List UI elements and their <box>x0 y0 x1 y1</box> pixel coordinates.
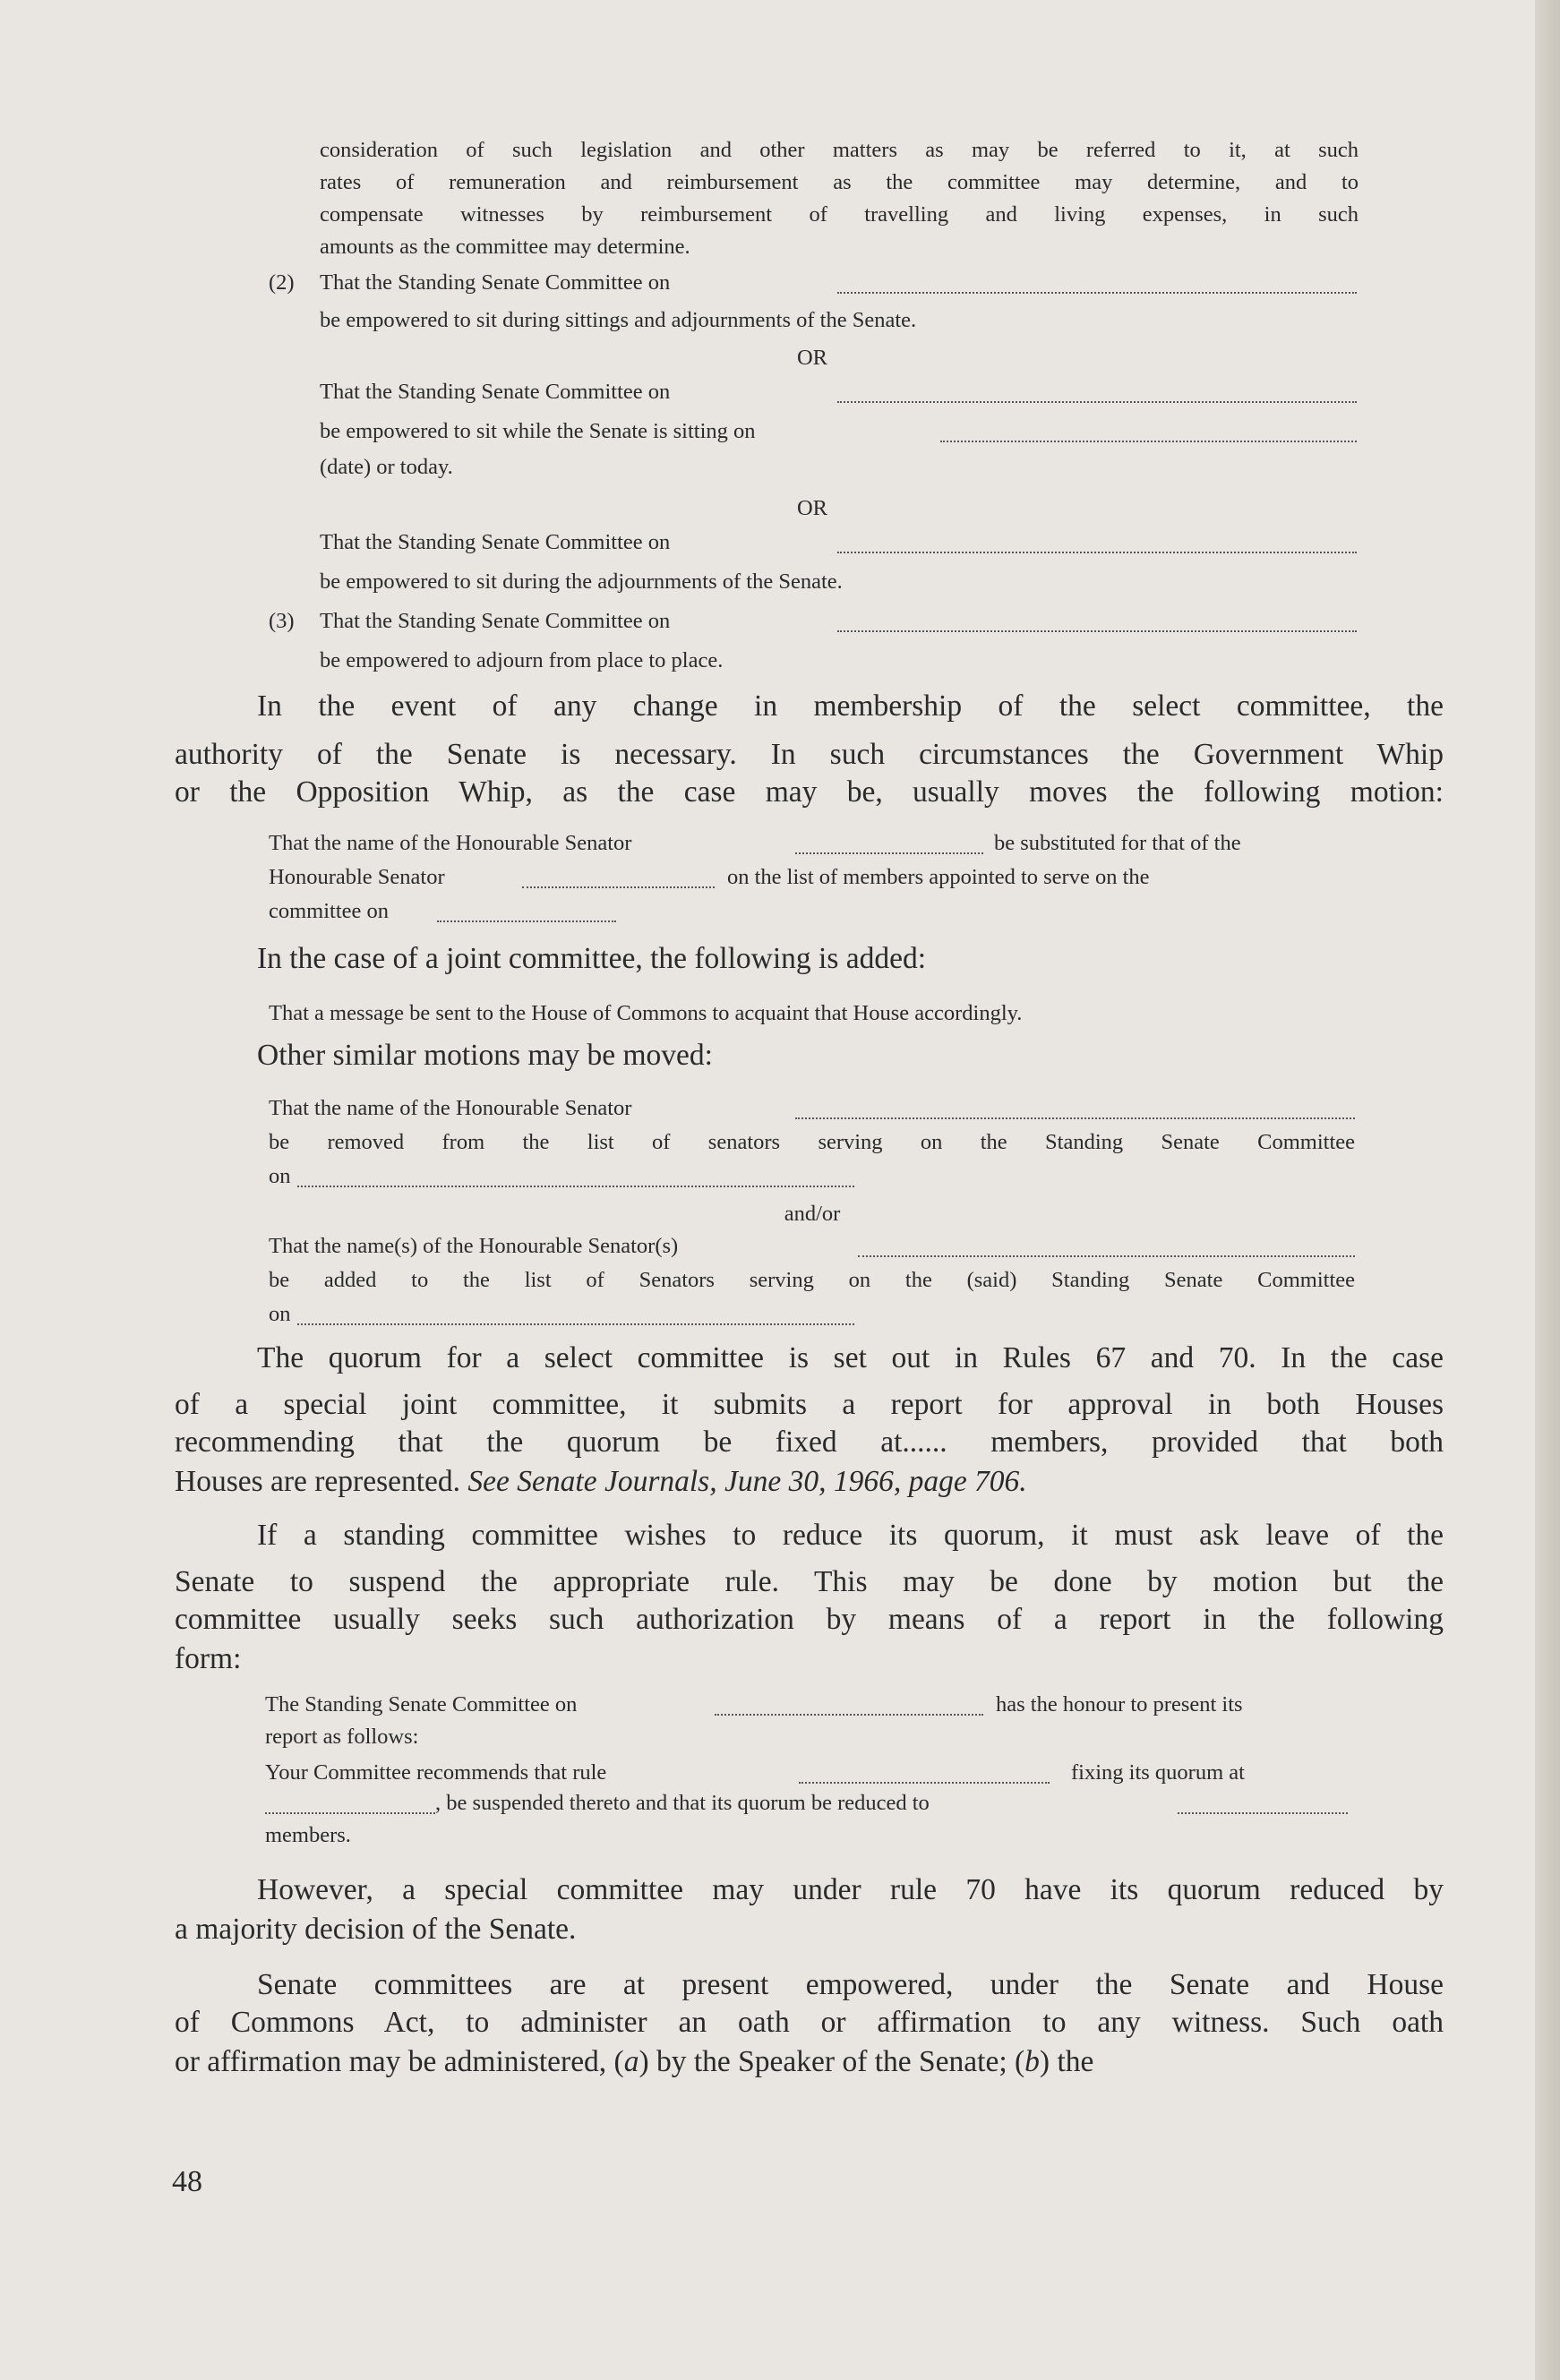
item-2-alt-2-line-2: be empowered to sit during the adjournments of the Senate. <box>320 569 843 594</box>
report-line-4: , be suspended thereto and that its quorum be reduced to <box>435 1791 930 1815</box>
remove-line-3: on <box>269 1164 291 1188</box>
page-number: 48 <box>172 2165 202 2198</box>
joint-committee-para: In the case of a joint committee, the following is added: <box>257 942 927 975</box>
fill-in-blank <box>799 1780 1050 1784</box>
item-2-alt-1-line-2: be empowered to sit while the Senate is sitting on <box>320 419 756 443</box>
substitute-line-1a: That the name of the Honourable Senator <box>269 831 632 855</box>
report-line-3b: fixing its quorum at <box>1071 1760 1245 1785</box>
substitute-line-3: committee on <box>269 899 390 923</box>
fill-in-blank <box>795 851 983 854</box>
fill-in-blank <box>297 1322 854 1325</box>
page-edge <box>1535 0 1560 2380</box>
report-line-2: report as follows: <box>265 1725 419 1749</box>
oath-line-3c: ) by the Speaker of the Senate; ( <box>639 2045 1025 2078</box>
fill-in-blank <box>837 629 1357 632</box>
or-separator-1: OR <box>796 346 828 370</box>
fill-in-blank <box>940 439 1357 442</box>
add-line-3: on <box>269 1302 291 1326</box>
intro-line-1: consideration of such legislation and other matters as may be referred to it, at such <box>320 138 1359 162</box>
remove-line-1: That the name of the Honourable Senator <box>269 1096 632 1120</box>
message-motion: That a message be sent to the House of Commons to acquaint that House accordingly. <box>269 1001 1023 1025</box>
oath-item-b: b <box>1024 2045 1040 2078</box>
change-para-line-3: or the Opposition Whip, as the case may be, usually moves the following motion: <box>175 775 1444 809</box>
substitute-line-1b: be substituted for that of the <box>994 831 1241 855</box>
fill-in-blank <box>522 885 715 888</box>
intro-line-2: rates of remuneration and reimbursement as the committee may determine, and to <box>320 170 1359 194</box>
item-2-line-1: That the Standing Senate Committee on <box>320 270 671 295</box>
substitute-line-2b: on the list of members appointed to serve on the <box>727 865 1150 889</box>
journal-reference: See Senate Journals, June 30, 1966, page 706. <box>467 1465 1027 1498</box>
quorum-para-line-4 <box>175 1463 1027 1501</box>
remove-line-2: be removed from the list of senators serving on the Standing Senate Committee <box>269 1130 1355 1154</box>
item-2-alt-1-line-3: (date) or today. <box>320 455 453 479</box>
report-line-1a: The Standing Senate Committee on <box>265 1692 578 1717</box>
item-2-line-2: be empowered to sit during sittings and adjournments of the Senate. <box>320 308 917 332</box>
item-3-number: (3) <box>269 609 295 633</box>
item-2-alt-2-line-1: That the Standing Senate Committee on <box>320 530 671 554</box>
change-para-line-1: In the event of any change in membership of the select committee, the <box>257 689 1444 723</box>
fill-in-blank <box>265 1811 435 1814</box>
oath-line-3e: ) the <box>1039 2045 1094 2078</box>
fill-in-blank <box>858 1254 1355 1257</box>
item-3-line-1: That the Standing Senate Committee on <box>320 609 671 633</box>
reduce-para-line-2: Senate to suspend the appropriate rule. This may be done by motion but the <box>175 1565 1444 1598</box>
reduce-para-line-4: form: <box>175 1642 242 1675</box>
report-line-5: members. <box>265 1823 351 1847</box>
and-or-separator: and/or <box>784 1202 841 1226</box>
fill-in-blank <box>837 550 1357 553</box>
quorum-para-line-4a: Houses are represented. <box>175 1465 461 1498</box>
report-line-3a: Your Committee recommends that rule <box>265 1760 607 1785</box>
item-3-line-2: be empowered to adjourn from place to place. <box>320 648 724 672</box>
reduce-para-line-1: If a standing committee wishes to reduce its quorum, it must ask leave of the <box>257 1519 1444 1552</box>
special-para-line-1: However, a special committee may under rule 70 have its quorum reduced by <box>257 1873 1444 1906</box>
intro-line-3: compensate witnesses by reimbursement of travelling and living expenses, in such <box>320 202 1359 227</box>
quorum-para-line-2: of a special joint committee, it submits a report for approval in both Houses <box>175 1388 1444 1421</box>
fill-in-blank <box>837 399 1357 403</box>
report-line-1b: has the honour to present its <box>996 1692 1243 1717</box>
fill-in-blank <box>837 290 1357 294</box>
change-para-line-2: authority of the Senate is necessary. In such circumstances the Government Whip <box>175 738 1444 771</box>
fill-in-blank <box>715 1712 983 1716</box>
fill-in-blank <box>437 919 616 922</box>
other-motions-para: Other similar motions may be moved: <box>257 1039 713 1072</box>
oath-para-line-1: Senate committees are at present empowered, under the Senate and House <box>257 1968 1444 2001</box>
fill-in-blank <box>795 1116 1355 1119</box>
fill-in-blank <box>297 1184 854 1187</box>
item-2-number: (2) <box>269 270 295 295</box>
quorum-para-line-1: The quorum for a select committee is set out in Rules 67 and 70. In the case <box>257 1341 1444 1374</box>
oath-line-3a: or affirmation may be administered, ( <box>175 2045 624 2078</box>
item-2-alt-1-line-1: That the Standing Senate Committee on <box>320 380 671 404</box>
special-para-line-2: a majority decision of the Senate. <box>175 1913 577 1946</box>
add-line-1: That the name(s) of the Honourable Senator(s) <box>269 1234 679 1258</box>
quorum-para-line-3: recommending that the quorum be fixed at...... members, provided that both <box>175 1425 1444 1459</box>
add-line-2: be added to the list of Senators serving on the (said) Standing Senate Committee <box>269 1268 1355 1292</box>
intro-line-4: amounts as the committee may determine. <box>320 235 690 259</box>
oath-para-line-2: of Commons Act, to administer an oath or affirmation to any witness. Such oath <box>175 2006 1444 2039</box>
oath-para-line-3 <box>175 2043 1093 2081</box>
reduce-para-line-3: committee usually seeks such authorization by means of a report in the following <box>175 1603 1444 1636</box>
fill-in-blank <box>1178 1811 1348 1814</box>
oath-item-a: a <box>623 2045 639 2078</box>
substitute-line-2a: Honourable Senator <box>269 865 445 889</box>
or-separator-2: OR <box>796 496 828 520</box>
